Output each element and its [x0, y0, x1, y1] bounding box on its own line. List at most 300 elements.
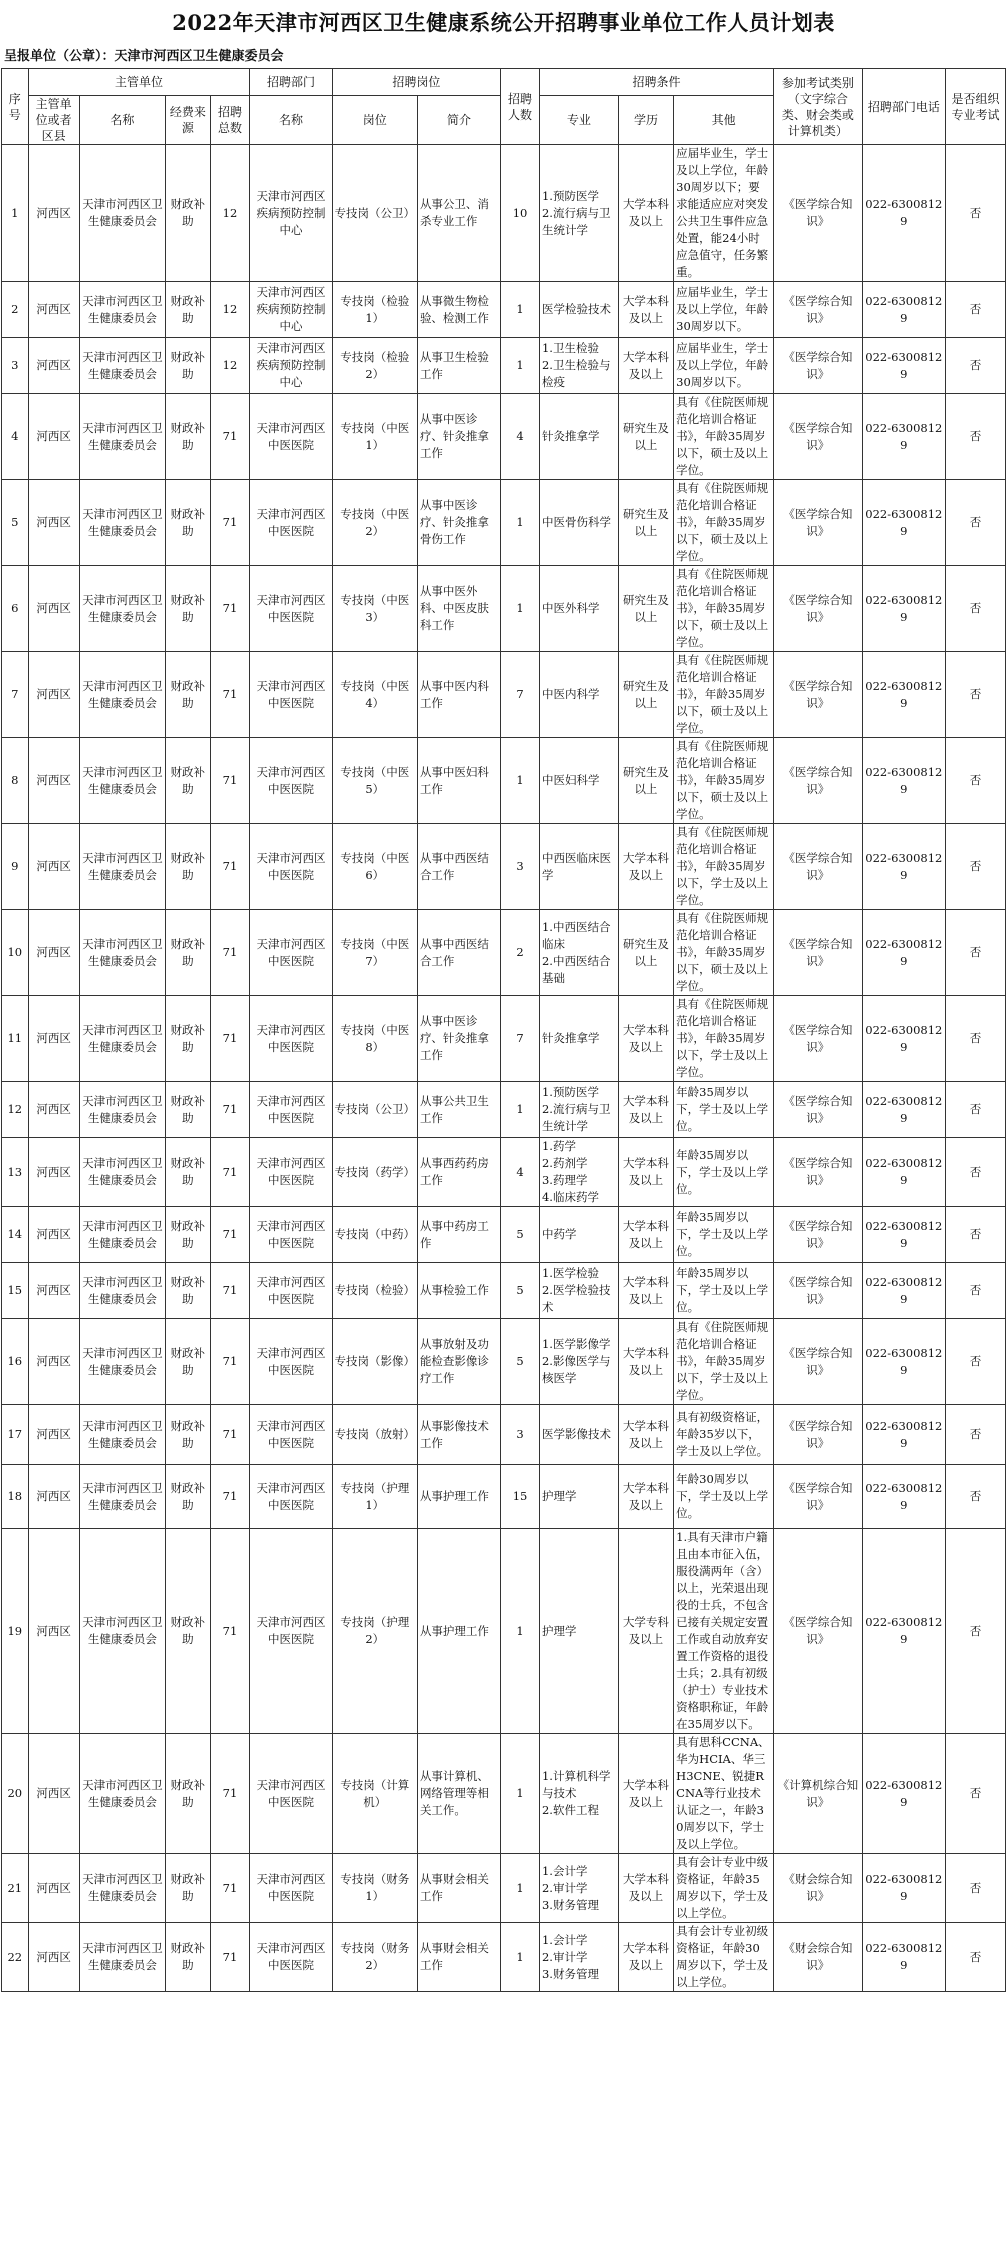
cell-seq: 1: [2, 145, 29, 282]
header-seq: 序号: [2, 69, 29, 145]
cell-dept: 天津市河西区中医医院: [250, 1529, 332, 1734]
cell-post: 专技岗（中医5）: [332, 738, 417, 824]
cell-count: 1: [501, 1854, 540, 1923]
table-row: [2, 1465, 1006, 1529]
cell-major: 1.药学 2.药剂学 3.药理学 4.临床药学: [539, 1138, 618, 1207]
cell-funding: 财政补助: [166, 1734, 210, 1854]
cell-org-exam: 否: [945, 338, 1005, 394]
cell-intro: 从事中医诊疗、针灸推拿骨伤工作: [417, 480, 500, 566]
cell-funding: 财政补助: [166, 738, 210, 824]
cell-edu: 研究生及以上: [618, 738, 673, 824]
header-org-exam: 是否组织专业考试: [945, 69, 1005, 145]
cell-org-exam: 否: [945, 1529, 1005, 1734]
cell-phone: 022-63008129: [862, 1734, 945, 1854]
cell-edu: 大学本科及以上: [618, 1734, 673, 1854]
cell-exam: 《医学综合知识》: [774, 1263, 863, 1319]
cell-supervisor: 天津市河西区卫生健康委员会: [79, 1465, 166, 1529]
cell-supervisor: 天津市河西区卫生健康委员会: [79, 1138, 166, 1207]
cell-major: 1.会计学 2.审计学 3.财务管理: [539, 1923, 618, 1992]
cell-intro: 从事中医诊疗、针灸推拿工作: [417, 394, 500, 480]
cell-other: 具有会计专业初级资格证，年龄30周岁以下，学士及以上学位。: [674, 1923, 774, 1992]
cell-exam: 《医学综合知识》: [774, 1138, 863, 1207]
cell-supervisor: 天津市河西区卫生健康委员会: [79, 282, 166, 338]
cell-supervisor: 天津市河西区卫生健康委员会: [79, 1854, 166, 1923]
cell-district: 河西区: [28, 824, 79, 910]
cell-funding: 财政补助: [166, 1082, 210, 1138]
cell-phone: 022-63008129: [862, 738, 945, 824]
cell-org-exam: 否: [945, 1854, 1005, 1923]
cell-other: 应届毕业生，学士及以上学位，年龄30周岁以下。: [674, 282, 774, 338]
table-row: [2, 1207, 1006, 1263]
cell-seq: 18: [2, 1465, 29, 1529]
cell-dept: 天津市河西区中医医院: [250, 910, 332, 996]
cell-major: 医学检验技术: [539, 282, 618, 338]
cell-count: 1: [501, 282, 540, 338]
cell-funding: 财政补助: [166, 652, 210, 738]
cell-funding: 财政补助: [166, 145, 210, 282]
cell-org-exam: 否: [945, 652, 1005, 738]
cell-count: 1: [501, 1734, 540, 1854]
cell-major: 1.预防医学 2.流行病与卫生统计学: [539, 1082, 618, 1138]
cell-other: 具有思科CCNA、华为HCIA、华三H3CNE、锐捷RCNA等行业技术认证之一，年龄30周岁以下，学士及以上学位。: [674, 1734, 774, 1854]
cell-seq: 8: [2, 738, 29, 824]
cell-phone: 022-63008129: [862, 1082, 945, 1138]
table-row: [2, 338, 1006, 394]
cell-district: 河西区: [28, 338, 79, 394]
cell-org-exam: 否: [945, 1923, 1005, 1992]
cell-count: 3: [501, 1405, 540, 1465]
cell-major: 1.医学影像学 2.影像医学与核医学: [539, 1319, 618, 1405]
header-district: 主管单位或者区县: [28, 96, 79, 145]
cell-exam: 《医学综合知识》: [774, 738, 863, 824]
cell-post: 专技岗（中药）: [332, 1207, 417, 1263]
cell-count: 7: [501, 996, 540, 1082]
cell-intro: 从事中医内科工作: [417, 652, 500, 738]
cell-intro: 从事中医外科、中医皮肤科工作: [417, 566, 500, 652]
cell-exam: 《医学综合知识》: [774, 394, 863, 480]
cell-phone: 022-63008129: [862, 1923, 945, 1992]
cell-post: 专技岗（中医1）: [332, 394, 417, 480]
cell-major: 针灸推拿学: [539, 996, 618, 1082]
cell-supervisor: 天津市河西区卫生健康委员会: [79, 566, 166, 652]
cell-count: 3: [501, 824, 540, 910]
cell-dept: 天津市河西区中医医院: [250, 996, 332, 1082]
cell-major: 中医外科学: [539, 566, 618, 652]
cell-district: 河西区: [28, 1138, 79, 1207]
header-total: 招聘总数: [210, 96, 250, 145]
cell-intro: 从事检验工作: [417, 1263, 500, 1319]
cell-post: 专技岗（财务2）: [332, 1923, 417, 1992]
cell-phone: 022-63008129: [862, 1263, 945, 1319]
cell-exam: 《医学综合知识》: [774, 338, 863, 394]
cell-other: 具有《住院医师规范化培训合格证书》，年龄35周岁以下，硕士及以上学位。: [674, 480, 774, 566]
cell-org-exam: 否: [945, 824, 1005, 910]
cell-intro: 从事中西医结合工作: [417, 824, 500, 910]
cell-seq: 4: [2, 394, 29, 480]
header-other: 其他: [674, 96, 774, 145]
cell-exam: 《医学综合知识》: [774, 1319, 863, 1405]
cell-total: 71: [210, 1734, 250, 1854]
header-count: 招聘人数: [501, 69, 540, 145]
cell-post: 专技岗（中医6）: [332, 824, 417, 910]
cell-post: 专技岗（放射）: [332, 1405, 417, 1465]
cell-edu: 大学本科及以上: [618, 824, 673, 910]
cell-district: 河西区: [28, 1923, 79, 1992]
cell-dept: 天津市河西区中医医院: [250, 1207, 332, 1263]
cell-total: 71: [210, 394, 250, 480]
cell-org-exam: 否: [945, 566, 1005, 652]
cell-funding: 财政补助: [166, 910, 210, 996]
cell-dept: 天津市河西区疾病预防控制中心: [250, 282, 332, 338]
cell-seq: 5: [2, 480, 29, 566]
cell-exam: 《医学综合知识》: [774, 1207, 863, 1263]
cell-major: 中医妇科学: [539, 738, 618, 824]
cell-intro: 从事财会相关工作: [417, 1854, 500, 1923]
cell-major: 中医内科学: [539, 652, 618, 738]
cell-other: 具有《住院医师规范化培训合格证书》，年龄35周岁以下，硕士及以上学位。: [674, 566, 774, 652]
cell-seq: 13: [2, 1138, 29, 1207]
cell-org-exam: 否: [945, 910, 1005, 996]
cell-intro: 从事西药药房工作: [417, 1138, 500, 1207]
cell-seq: 10: [2, 910, 29, 996]
cell-total: 12: [210, 338, 250, 394]
cell-major: 中医骨伤科学: [539, 480, 618, 566]
cell-district: 河西区: [28, 282, 79, 338]
cell-org-exam: 否: [945, 145, 1005, 282]
cell-edu: 大学本科及以上: [618, 996, 673, 1082]
cell-count: 1: [501, 738, 540, 824]
cell-supervisor: 天津市河西区卫生健康委员会: [79, 480, 166, 566]
cell-dept: 天津市河西区中医医院: [250, 1465, 332, 1529]
cell-org-exam: 否: [945, 1138, 1005, 1207]
cell-dept: 天津市河西区中医医院: [250, 1082, 332, 1138]
cell-other: 1.具有天津市户籍且由本市征入伍，服役满两年（含）以上，光荣退出现役的士兵，不包含已接有关规定安置工作或自动放弃安置工作资格的退役士兵；2.具有初级（护士）专业技术资格职称证，年龄在35周岁以下。: [674, 1529, 774, 1734]
cell-phone: 022-63008129: [862, 1529, 945, 1734]
cell-supervisor: 天津市河西区卫生健康委员会: [79, 1405, 166, 1465]
cell-major: 中西医临床医学: [539, 824, 618, 910]
cell-district: 河西区: [28, 738, 79, 824]
cell-dept: 天津市河西区中医医院: [250, 824, 332, 910]
cell-funding: 财政补助: [166, 1529, 210, 1734]
cell-intro: 从事财会相关工作: [417, 1923, 500, 1992]
cell-intro: 从事护理工作: [417, 1465, 500, 1529]
cell-count: 5: [501, 1207, 540, 1263]
cell-funding: 财政补助: [166, 996, 210, 1082]
cell-org-exam: 否: [945, 1734, 1005, 1854]
cell-funding: 财政补助: [166, 282, 210, 338]
cell-other: 年龄35周岁以下，学士及以上学位。: [674, 1263, 774, 1319]
cell-count: 1: [501, 1529, 540, 1734]
cell-district: 河西区: [28, 996, 79, 1082]
cell-total: 71: [210, 1138, 250, 1207]
cell-phone: 022-63008129: [862, 338, 945, 394]
cell-dept: 天津市河西区中医医院: [250, 1138, 332, 1207]
cell-supervisor: 天津市河西区卫生健康委员会: [79, 1207, 166, 1263]
cell-phone: 022-63008129: [862, 1207, 945, 1263]
cell-supervisor: 天津市河西区卫生健康委员会: [79, 1734, 166, 1854]
cell-seq: 3: [2, 338, 29, 394]
cell-intro: 从事影像技术工作: [417, 1405, 500, 1465]
cell-other: 应届毕业生，学士及以上学位，年龄30周岁以下。: [674, 338, 774, 394]
cell-exam: 《医学综合知识》: [774, 996, 863, 1082]
cell-count: 7: [501, 652, 540, 738]
cell-post: 专技岗（中医7）: [332, 910, 417, 996]
table-row: [2, 282, 1006, 338]
cell-org-exam: 否: [945, 1263, 1005, 1319]
cell-district: 河西区: [28, 1319, 79, 1405]
cell-total: 12: [210, 145, 250, 282]
cell-count: 5: [501, 1263, 540, 1319]
cell-total: 71: [210, 1082, 250, 1138]
cell-post: 专技岗（检验1）: [332, 282, 417, 338]
cell-post: 专技岗（中医2）: [332, 480, 417, 566]
cell-post: 专技岗（影像）: [332, 1319, 417, 1405]
cell-dept: 天津市河西区中医医院: [250, 1854, 332, 1923]
cell-exam: 《医学综合知识》: [774, 910, 863, 996]
table-row: [2, 652, 1006, 738]
cell-total: 71: [210, 1319, 250, 1405]
cell-supervisor: 天津市河西区卫生健康委员会: [79, 910, 166, 996]
page-title: 2022年天津市河西区卫生健康系统公开招聘事业单位工作人员计划表: [172, 10, 835, 35]
table-row: [2, 1319, 1006, 1405]
cell-other: 具有《住院医师规范化培训合格证书》，年龄35周岁以下，学士及以上学位。: [674, 996, 774, 1082]
cell-major: 护理学: [539, 1529, 618, 1734]
cell-post: 专技岗（公卫）: [332, 145, 417, 282]
cell-seq: 14: [2, 1207, 29, 1263]
cell-supervisor: 天津市河西区卫生健康委员会: [79, 824, 166, 910]
cell-district: 河西区: [28, 1854, 79, 1923]
cell-major: 1.医学检验 2.医学检验技术: [539, 1263, 618, 1319]
cell-seq: 12: [2, 1082, 29, 1138]
cell-funding: 财政补助: [166, 566, 210, 652]
cell-district: 河西区: [28, 145, 79, 282]
cell-district: 河西区: [28, 1263, 79, 1319]
cell-count: 2: [501, 910, 540, 996]
cell-phone: 022-63008129: [862, 1405, 945, 1465]
cell-post: 专技岗（公卫）: [332, 1082, 417, 1138]
cell-district: 河西区: [28, 480, 79, 566]
cell-exam: 《计算机综合知识》: [774, 1734, 863, 1854]
cell-seq: 20: [2, 1734, 29, 1854]
cell-seq: 7: [2, 652, 29, 738]
cell-funding: 财政补助: [166, 1405, 210, 1465]
header-post-group: 招聘岗位: [332, 69, 501, 96]
cell-edu: 大学本科及以上: [618, 1405, 673, 1465]
cell-total: 71: [210, 1207, 250, 1263]
table-row: [2, 1734, 1006, 1854]
cell-seq: 2: [2, 282, 29, 338]
cell-funding: 财政补助: [166, 1319, 210, 1405]
cell-post: 专技岗（中医4）: [332, 652, 417, 738]
header-dept-name: 名称: [250, 96, 332, 145]
table-row: [2, 1854, 1006, 1923]
cell-org-exam: 否: [945, 738, 1005, 824]
cell-count: 4: [501, 394, 540, 480]
cell-funding: 财政补助: [166, 1923, 210, 1992]
cell-major: 护理学: [539, 1465, 618, 1529]
cell-supervisor: 天津市河西区卫生健康委员会: [79, 1923, 166, 1992]
cell-exam: 《医学综合知识》: [774, 824, 863, 910]
cell-count: 1: [501, 1082, 540, 1138]
cell-edu: 研究生及以上: [618, 480, 673, 566]
cell-supervisor: 天津市河西区卫生健康委员会: [79, 394, 166, 480]
cell-org-exam: 否: [945, 996, 1005, 1082]
cell-supervisor: 天津市河西区卫生健康委员会: [79, 652, 166, 738]
cell-edu: 大学本科及以上: [618, 1263, 673, 1319]
cell-org-exam: 否: [945, 394, 1005, 480]
cell-district: 河西区: [28, 910, 79, 996]
header-post: 岗位: [332, 96, 417, 145]
cell-dept: 天津市河西区中医医院: [250, 1405, 332, 1465]
cell-count: 15: [501, 1465, 540, 1529]
cell-phone: 022-63008129: [862, 652, 945, 738]
cell-edu: 大学专科及以上: [618, 1529, 673, 1734]
cell-major: 1.计算机科学与技术 2.软件工程: [539, 1734, 618, 1854]
cell-edu: 大学本科及以上: [618, 1207, 673, 1263]
cell-exam: 《医学综合知识》: [774, 1082, 863, 1138]
cell-total: 71: [210, 1405, 250, 1465]
cell-dept: 天津市河西区中医医院: [250, 394, 332, 480]
cell-other: 具有会计专业中级资格证，年龄35周岁以下，学士及以上学位。: [674, 1854, 774, 1923]
cell-dept: 天津市河西区疾病预防控制中心: [250, 338, 332, 394]
cell-intro: 从事护理工作: [417, 1529, 500, 1734]
cell-funding: 财政补助: [166, 824, 210, 910]
cell-major: 医学影像技术: [539, 1405, 618, 1465]
cell-phone: 022-63008129: [862, 824, 945, 910]
submitting-unit: 呈报单位（公章）：天津市河西区卫生健康委员会: [4, 49, 284, 64]
header-exam-type: 参加考试类别（文字综合类、财会类或计算机类）: [774, 69, 863, 145]
cell-other: 年龄35周岁以下，学士及以上学位。: [674, 1082, 774, 1138]
cell-other: 年龄35周岁以下，学士及以上学位。: [674, 1207, 774, 1263]
cell-post: 专技岗（计算机）: [332, 1734, 417, 1854]
cell-intro: 从事中医妇科工作: [417, 738, 500, 824]
table-row: [2, 566, 1006, 652]
cell-other: 具有《住院医师规范化培训合格证书》，年龄35周岁以下，学士及以上学位。: [674, 824, 774, 910]
cell-edu: 大学本科及以上: [618, 338, 673, 394]
table-row: [2, 145, 1006, 282]
cell-exam: 《财会综合知识》: [774, 1854, 863, 1923]
cell-seq: 9: [2, 824, 29, 910]
cell-edu: 大学本科及以上: [618, 1138, 673, 1207]
cell-total: 71: [210, 824, 250, 910]
table-row: [2, 996, 1006, 1082]
cell-other: 具有《住院医师规范化培训合格证书》，年龄35周岁以下，学士及以上学位。: [674, 1319, 774, 1405]
cell-dept: 天津市河西区中医医院: [250, 1923, 332, 1992]
cell-intro: 从事卫生检验工作: [417, 338, 500, 394]
cell-edu: 大学本科及以上: [618, 145, 673, 282]
cell-intro: 从事公卫、消杀专业工作: [417, 145, 500, 282]
cell-major: 针灸推拿学: [539, 394, 618, 480]
cell-intro: 从事中西医结合工作: [417, 910, 500, 996]
cell-phone: 022-63008129: [862, 394, 945, 480]
table-row: [2, 1263, 1006, 1319]
table-row: [2, 1138, 1006, 1207]
cell-seq: 15: [2, 1263, 29, 1319]
recruitment-table: [1, 68, 1006, 1992]
cell-phone: 022-63008129: [862, 145, 945, 282]
cell-count: 1: [501, 338, 540, 394]
cell-dept: 天津市河西区中医医院: [250, 1734, 332, 1854]
cell-other: 年龄35周岁以下，学士及以上学位。: [674, 1138, 774, 1207]
cell-total: 12: [210, 282, 250, 338]
cell-phone: 022-63008129: [862, 1319, 945, 1405]
cell-org-exam: 否: [945, 282, 1005, 338]
cell-seq: 22: [2, 1923, 29, 1992]
cell-total: 71: [210, 1263, 250, 1319]
cell-org-exam: 否: [945, 1319, 1005, 1405]
cell-total: 71: [210, 1465, 250, 1529]
cell-exam: 《医学综合知识》: [774, 1465, 863, 1529]
cell-edu: 研究生及以上: [618, 910, 673, 996]
cell-phone: 022-63008129: [862, 1138, 945, 1207]
cell-dept: 天津市河西区中医医院: [250, 738, 332, 824]
cell-seq: 17: [2, 1405, 29, 1465]
cell-dept: 天津市河西区疾病预防控制中心: [250, 145, 332, 282]
cell-dept: 天津市河西区中医医院: [250, 566, 332, 652]
cell-total: 71: [210, 1923, 250, 1992]
cell-district: 河西区: [28, 652, 79, 738]
cell-org-exam: 否: [945, 1405, 1005, 1465]
cell-funding: 财政补助: [166, 338, 210, 394]
cell-funding: 财政补助: [166, 1263, 210, 1319]
cell-funding: 财政补助: [166, 1465, 210, 1529]
cell-district: 河西区: [28, 394, 79, 480]
cell-count: 1: [501, 1923, 540, 1992]
cell-count: 1: [501, 480, 540, 566]
cell-exam: 《财会综合知识》: [774, 1923, 863, 1992]
header-sup-name: 名称: [79, 96, 166, 145]
cell-supervisor: 天津市河西区卫生健康委员会: [79, 1319, 166, 1405]
cell-dept: 天津市河西区中医医院: [250, 1263, 332, 1319]
cell-intro: 从事公共卫生工作: [417, 1082, 500, 1138]
cell-count: 4: [501, 1138, 540, 1207]
cell-edu: 大学本科及以上: [618, 282, 673, 338]
cell-edu: 研究生及以上: [618, 652, 673, 738]
cell-supervisor: 天津市河西区卫生健康委员会: [79, 145, 166, 282]
cell-edu: 大学本科及以上: [618, 1465, 673, 1529]
cell-district: 河西区: [28, 1529, 79, 1734]
cell-supervisor: 天津市河西区卫生健康委员会: [79, 996, 166, 1082]
cell-district: 河西区: [28, 1465, 79, 1529]
cell-total: 71: [210, 566, 250, 652]
cell-post: 专技岗（检验2）: [332, 338, 417, 394]
cell-edu: 大学本科及以上: [618, 1854, 673, 1923]
cell-post: 专技岗（中医8）: [332, 996, 417, 1082]
cell-edu: 大学本科及以上: [618, 1923, 673, 1992]
cell-org-exam: 否: [945, 1465, 1005, 1529]
cell-supervisor: 天津市河西区卫生健康委员会: [79, 1529, 166, 1734]
cell-phone: 022-63008129: [862, 910, 945, 996]
cell-other: 具有《住院医师规范化培训合格证书》，年龄35周岁以下，硕士及以上学位。: [674, 652, 774, 738]
cell-major: 1.中西医结合临床 2.中西医结合基础: [539, 910, 618, 996]
header-dept-group: 招聘部门: [250, 69, 332, 96]
cell-org-exam: 否: [945, 480, 1005, 566]
table-body: [2, 145, 1006, 1992]
cell-district: 河西区: [28, 1207, 79, 1263]
cell-district: 河西区: [28, 1405, 79, 1465]
cell-intro: 从事微生物检验、检测工作: [417, 282, 500, 338]
cell-post: 专技岗（检验）: [332, 1263, 417, 1319]
table-row: [2, 824, 1006, 910]
cell-dept: 天津市河西区中医医院: [250, 652, 332, 738]
cell-total: 71: [210, 996, 250, 1082]
table-row: [2, 910, 1006, 996]
cell-edu: 大学本科及以上: [618, 1082, 673, 1138]
cell-supervisor: 天津市河西区卫生健康委员会: [79, 338, 166, 394]
cell-major: 1.卫生检验 2.卫生检验与检疫: [539, 338, 618, 394]
cell-major: 中药学: [539, 1207, 618, 1263]
cell-total: 71: [210, 1854, 250, 1923]
